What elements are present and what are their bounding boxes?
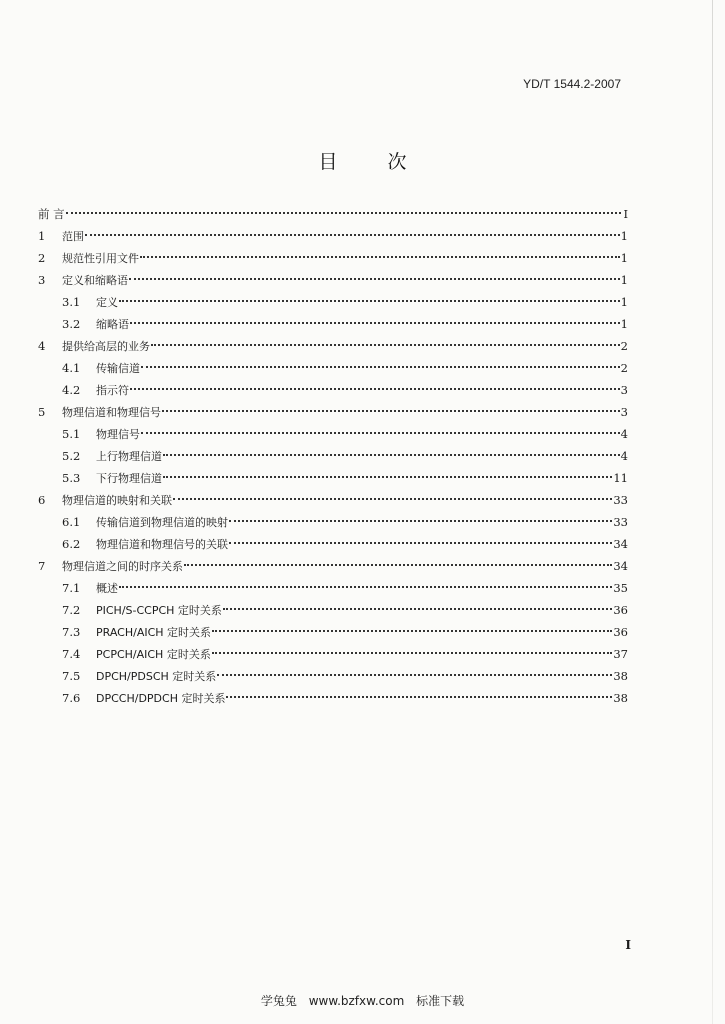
dot-leader — [85, 233, 620, 236]
toc-entry-page: 4 — [620, 427, 628, 441]
toc-entry-page: 1 — [620, 273, 628, 287]
toc-entry[interactable] — [38, 247, 628, 269]
toc-entry[interactable] — [38, 379, 628, 401]
dot-leader — [229, 541, 612, 544]
toc-entry[interactable] — [38, 203, 628, 225]
toc-entry-number: 6.1 — [62, 515, 81, 529]
toc-entry-label: 定义和缩略语 — [62, 274, 128, 287]
dot-leader — [212, 629, 612, 632]
toc-entry-number: 4.1 — [62, 361, 81, 375]
toc-entry[interactable] — [38, 423, 628, 445]
toc-entry-label: 下行物理信道 — [96, 472, 162, 485]
toc-entry-label: 物理信道和物理信号 — [62, 406, 161, 419]
toc-entry-page: 1 — [620, 317, 628, 331]
toc-entry-label: 指示符 — [96, 384, 129, 397]
toc-entry[interactable] — [38, 511, 628, 533]
toc-entry-number: 4.2 — [62, 383, 81, 397]
toc-entry-label: DPCCH/DPDCH 定时关系 — [96, 692, 226, 705]
toc-entry-page: 2 — [620, 361, 628, 375]
toc-entry[interactable] — [38, 467, 628, 489]
toc-entry-label: 物理信道之间的时序关系 — [62, 560, 183, 573]
toc-entry[interactable] — [38, 489, 628, 511]
toc-entry-page: 38 — [613, 669, 628, 683]
dot-leader — [226, 695, 612, 698]
toc-entry[interactable] — [38, 665, 628, 687]
toc-entry-label: PRACH/AICH 定时关系 — [96, 626, 212, 639]
toc-entry[interactable] — [38, 687, 628, 709]
dot-leader — [151, 343, 620, 346]
table-of-contents — [38, 203, 628, 709]
toc-entry-number: 4 — [38, 339, 46, 353]
dot-leader — [66, 211, 621, 214]
dot-leader — [119, 585, 612, 588]
toc-entry[interactable] — [38, 225, 628, 247]
toc-entry[interactable] — [38, 269, 628, 291]
toc-entry-page: 36 — [613, 603, 628, 617]
toc-entry-number: 7.3 — [62, 625, 81, 639]
toc-entry-page: 36 — [613, 625, 628, 639]
toc-entry-number: 3.2 — [62, 317, 81, 331]
toc-entry-number: 3.1 — [62, 295, 81, 309]
toc-entry-number: 2 — [38, 251, 46, 265]
toc-entry-label: 传输信道到物理信道的映射 — [96, 516, 228, 529]
toc-entry-number: 7.6 — [62, 691, 81, 705]
toc-entry-page: 11 — [613, 471, 628, 485]
toc-entry-page: 4 — [620, 449, 628, 463]
toc-entry-label: 物理信号 — [96, 428, 140, 441]
toc-entry-number: 前 言 — [38, 207, 65, 221]
toc-entry-label: PICH/S-CCPCH 定时关系 — [96, 604, 222, 617]
document-code: YD/T 1544.2-2007 — [523, 77, 621, 91]
toc-entry-label: 规范性引用文件 — [62, 252, 139, 265]
dot-leader — [184, 563, 612, 566]
dot-leader — [130, 387, 620, 390]
toc-entry-label: DPCH/PDSCH 定时关系 — [96, 670, 217, 683]
toc-entry-number: 5.1 — [62, 427, 81, 441]
toc-entry-label: PCPCH/AICH 定时关系 — [96, 648, 211, 661]
dot-leader — [141, 365, 620, 368]
toc-entry-page: 1 — [620, 229, 628, 243]
toc-entry-page: 38 — [613, 691, 628, 705]
dot-leader — [163, 475, 612, 478]
toc-entry[interactable] — [38, 313, 628, 335]
toc-entry-number: 7.4 — [62, 647, 81, 661]
toc-entry-page: I — [623, 207, 628, 221]
dot-leader — [163, 453, 620, 456]
toc-entry-page: 1 — [620, 295, 628, 309]
toc-entry[interactable] — [38, 291, 628, 313]
toc-entry[interactable] — [38, 533, 628, 555]
toc-entry[interactable] — [38, 335, 628, 357]
toc-entry[interactable] — [38, 401, 628, 423]
dot-leader — [217, 673, 612, 676]
toc-entry-number: 6.2 — [62, 537, 81, 551]
page-number: I — [625, 938, 631, 952]
toc-entry[interactable] — [38, 555, 628, 577]
toc-entry-label: 提供给高层的业务 — [62, 340, 150, 353]
toc-entry-page: 37 — [613, 647, 628, 661]
dot-leader — [119, 299, 620, 302]
toc-entry-label: 物理信道和物理信号的关联 — [96, 538, 228, 551]
toc-entry-number: 5 — [38, 405, 46, 419]
dot-leader — [173, 497, 612, 500]
toc-entry[interactable] — [38, 357, 628, 379]
toc-entry-page: 3 — [620, 383, 628, 397]
dot-leader — [141, 431, 620, 434]
toc-entry-number: 7 — [38, 559, 46, 573]
toc-entry[interactable] — [38, 599, 628, 621]
toc-entry[interactable] — [38, 621, 628, 643]
toc-entry-number: 7.2 — [62, 603, 81, 617]
toc-entry-page: 2 — [620, 339, 628, 353]
toc-entry-number: 7.5 — [62, 669, 81, 683]
dot-leader — [140, 255, 620, 258]
toc-entry-page: 1 — [620, 251, 628, 265]
toc-entry[interactable] — [38, 643, 628, 665]
watermark-footer: 学兔兔 www.bzfxw.com 标准下载 — [260, 994, 465, 1008]
toc-entry-page: 34 — [613, 537, 628, 551]
toc-entry-number: 3 — [38, 273, 46, 287]
toc-entry-label: 物理信道的映射和关联 — [62, 494, 172, 507]
page-title: 目 次 — [318, 151, 429, 173]
dot-leader — [129, 277, 620, 280]
toc-entry-page: 3 — [620, 405, 628, 419]
toc-entry-label: 定义 — [96, 296, 118, 309]
dot-leader — [212, 651, 613, 654]
toc-entry[interactable] — [38, 445, 628, 467]
toc-entry-number: 5.2 — [62, 449, 81, 463]
toc-entry-label: 范围 — [62, 230, 84, 243]
dot-leader — [130, 321, 620, 324]
toc-entry-page: 35 — [613, 581, 628, 595]
dot-leader — [229, 519, 612, 522]
toc-entry-page: 34 — [613, 559, 628, 573]
toc-entry-page: 33 — [613, 493, 628, 507]
toc-entry-number: 6 — [38, 493, 46, 507]
toc-entry[interactable] — [38, 577, 628, 599]
toc-entry-number: 5.3 — [62, 471, 81, 485]
toc-entry-page: 33 — [613, 515, 628, 529]
dot-leader — [223, 607, 612, 610]
dot-leader — [162, 409, 620, 412]
toc-entry-label: 上行物理信道 — [96, 450, 162, 463]
toc-entry-label: 概述 — [96, 582, 118, 595]
toc-entry-number: 7.1 — [62, 581, 81, 595]
toc-entry-label: 传输信道 — [96, 362, 140, 375]
toc-entry-number: 1 — [38, 229, 46, 243]
toc-entry-label: 缩略语 — [96, 318, 129, 331]
